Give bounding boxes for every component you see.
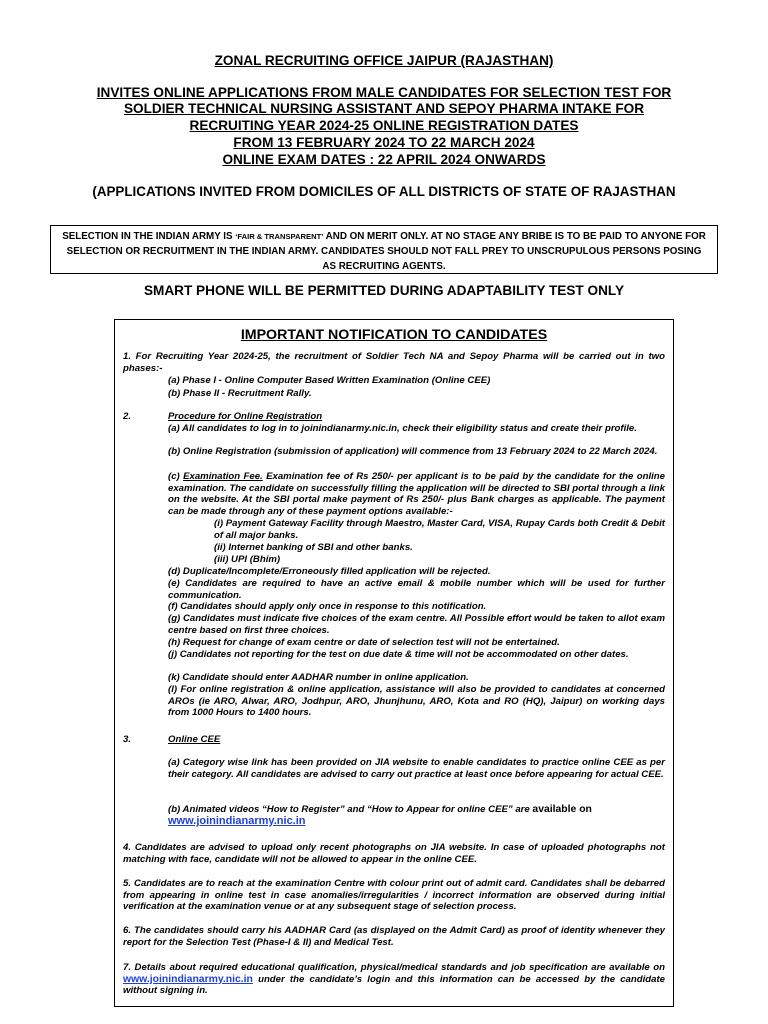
- jia-website-link-2[interactable]: www.joinindianarmy.nic.in: [123, 973, 253, 985]
- para-2c-text: Examination fee of Rs 250/- per applicant is to be paid by the candidate for the online examination. The candidate on successfully filling the application will be directed to SBI portal through a link on the website. At the SBI portal make payment of Rs 250/- plus Bank charges as applicable. The payment can be made through any of these payment options available:-: [168, 471, 666, 517]
- para-2f: (f) Candidates should apply only once in response to this notification.: [168, 601, 487, 612]
- para-2l: (l) For online registration & online application, assistance will also be provided to candidates at concerned AROs (ie ARO, Alwar, ARO, Jodhpur, ARO, Jhunjhunu, ARO, Kota and RO (HQ), Jaipur) on working days from 1000 Hours to 1400 hours.: [168, 684, 665, 719]
- anti-bribe-warning: [50, 225, 718, 274]
- para-2c-title: Examination Fee.: [183, 471, 263, 482]
- para-3b-available: available on: [532, 804, 592, 815]
- smartphone-note: SMART PHONE WILL BE PERMITTED DURING ADAPTABILITY TEST ONLY: [143, 283, 625, 298]
- para-2k: (k) Candidate should enter AADHAR number in online application.: [168, 672, 469, 683]
- para-2-heading: [123, 411, 665, 423]
- para-3b: [168, 804, 665, 827]
- office-title: ZONAL RECRUITING OFFICE JAIPUR (RAJASTHAN): [214, 53, 554, 68]
- para-3b-text: (b) Animated videos “How to Register” and “How to Appear for online CEE” are: [168, 804, 533, 815]
- para-6: 6. The candidates should carry his AADHAR Card (as displayed on the Admit Card) as proof of identity whenever they report for the Selection Test (Phase-I & II) and Medical Test.: [123, 925, 665, 948]
- para-1: 1. For Recruiting Year 2024-25, the recruitment of Soldier Tech NA and Sepoy Pharma will be carried out in two phases:-: [123, 351, 665, 374]
- para-7: [123, 962, 665, 997]
- para-5: 5. Candidates are to reach at the examination Centre with colour print out of admit card. Candidates shall be debarred from appearing in online test in case anomalies/irregularities / incorrect information are observed during initial verification at the examination venue or at any subsequent stage of selection process.: [123, 878, 665, 913]
- warning-part-2: AND ON MERIT ONLY. AT NO STAGE ANY BRIBE IS TO BE PAID TO ANYONE FOR SELECTION OR RECRUITMENT IN THE INDIAN ARMY. CANDIDATES SHOULD NOT FALL PREY TO UNSCRUPULOUS PERSONS POSING AS RECRUITING AGENTS.: [66, 231, 706, 272]
- para-1b: (b) Phase II - Recruitment Rally.: [168, 388, 312, 399]
- para-2h: (h) Request for change of exam centre or date of selection test will not be entertained.: [168, 637, 560, 648]
- para-2d: (d) Duplicate/Incomplete/Erroneously filled application will be rejected.: [168, 566, 491, 577]
- warning-quote: ‘FAIR & TRANSPARENT’: [235, 232, 324, 241]
- para-3-heading: [123, 734, 665, 746]
- invite-line-4: FROM 13 FEBRUARY 2024 TO 22 MARCH 2024: [233, 135, 535, 150]
- para-2g: (g) Candidates must indicate five choices of the exam centre. All Possible effort would be taken to allot exam centre based on first three choices.: [168, 613, 665, 636]
- para-7-text-2: under the candidate’s login and this information can be accessed by the candidate without signing in.: [123, 973, 665, 997]
- invite-line-3: RECRUITING YEAR 2024-25 ONLINE REGISTRATION DATES: [189, 118, 579, 133]
- para-2-title: Procedure for Online Registration: [168, 411, 323, 422]
- invite-line-1: INVITES ONLINE APPLICATIONS FROM MALE CANDIDATES FOR SELECTION TEST FOR: [96, 85, 672, 100]
- para-3-title: Online CEE: [168, 734, 221, 745]
- para-2c-iii: (iii) UPI (Bhim): [214, 554, 281, 565]
- para-2b: (b) Online Registration (submission of application) will commence from 13 February 2024 to 22 March 2024.: [168, 446, 658, 457]
- para-1a: (a) Phase I - Online Computer Based Written Examination (Online CEE): [168, 375, 491, 386]
- warning-part-1: SELECTION IN THE INDIAN ARMY IS: [62, 231, 236, 242]
- para-3-number: 3.: [123, 734, 132, 745]
- jia-website-link[interactable]: www.joinindianarmy.nic.in: [168, 814, 306, 827]
- notification-title: IMPORTANT NOTIFICATION TO CANDIDATES: [240, 327, 548, 343]
- para-7-text-1: 7. Details about required educational qualification, physical/medical standards and job specification are available on: [123, 962, 665, 973]
- para-2c-ii: (ii) Internet banking of SBI and other banks.: [214, 542, 413, 553]
- invite-line-5: ONLINE EXAM DATES : 22 APRIL 2024 ONWARDS: [222, 152, 546, 167]
- para-2c-label: (c): [168, 471, 184, 482]
- para-3a: (a) Category wise link has been provided on JIA website to enable candidates to practice online CEE as per their category. All candidates are advised to carry out practice at least once before appearing for actual CEE.: [168, 757, 665, 780]
- para-2c-i: (i) Payment Gateway Facility through Maestro, Master Card, VISA, Rupay Cards both Credit & Debit of all major banks.: [214, 518, 665, 541]
- para-2a: (a) All candidates to log in to joinindianarmy.nic.in, check their eligibility status and create their profile.: [168, 423, 637, 434]
- para-4: 4. Candidates are advised to upload only recent photographs on JIA website. In case of uploaded photographs not matching with face, candidate will not be allowed to appear in the online CEE.: [123, 842, 665, 865]
- domicile-note: (APPLICATIONS INVITED FROM DOMICILES OF ALL DISTRICTS OF STATE OF RAJASTHAN: [92, 184, 676, 199]
- para-2e: (e) Candidates are required to have an active email & mobile number which will be used for further communication.: [168, 578, 665, 601]
- para-2c: [168, 471, 665, 517]
- para-2j: (j) Candidates not reporting for the test on due date & time will not be accommodated on other dates.: [168, 649, 629, 660]
- para-2-number: 2.: [123, 411, 132, 422]
- invite-line-2: SOLDIER TECHNICAL NURSING ASSISTANT AND SEPOY PHARMA INTAKE FOR: [123, 101, 645, 116]
